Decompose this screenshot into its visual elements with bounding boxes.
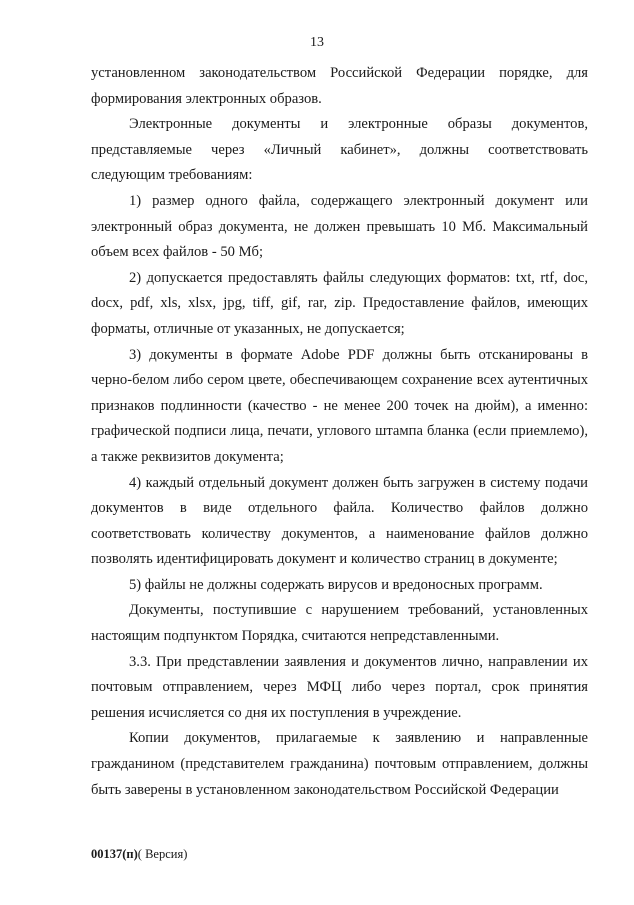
footer-document-code [91,847,187,862]
paragraph-requirement-2: 2) допускается предоставлять файлы следующих форматов: txt, rtf, doc, docx, pdf, xls, xlsx, jpg, tiff, gif, rar, zip. Предоставление файлов, имеющих форматы, отличные от указанных, не допускается; [91,269,588,337]
paragraph-requirement-3: 3) документы в формате Adobe PDF должны быть отсканированы в черно-белом либо сером цвете, обеспечивающем сохранение всех аутентичных признаков подлинности (качество - не менее 200 точек на дюйм), а именно: графической подписи лица, печати, углового штампа бланка (если приемлемо), а также реквизитов документа; [91,346,588,465]
footer-code: 00137(п) [91,847,138,861]
paragraph-requirement-4: 4) каждый отдельный документ должен быть загружен в систему подачи документов в виде отдельного файла. Количество файлов должно соответствовать количеству документов, а наименование файлов должно позволять идентифицировать документ и количество страниц в документе; [91,474,588,568]
paragraph-violations: Документы, поступившие с нарушением требований, установленных настоящим подпунктом Порядка, считаются непредставленными. [91,602,588,645]
paragraph-requirement-5: 5) файлы не должны содержать вирусов и вредоносных программ. [129,576,543,593]
document-body [91,61,588,803]
paragraph-section-3-3: 3.3. При представлении заявления и документов лично, направлении их почтовым отправлением, через МФЦ либо через портал, срок принятия решения исчисляется со дня их поступления в учреждение. [91,653,588,721]
paragraph-requirements-intro: Электронные документы и электронные образы документов, представляемые через «Личный кабинет», должны соответствовать следующим требованиям: [91,116,588,184]
page-number: 13 [310,35,324,50]
paragraph-copies: Копии документов, прилагаемые к заявлению и направленные гражданином (представителем гражданина) почтовым отправлением, должны быть заверены в установленном законодательством Российской Федерации [91,730,588,798]
paragraph-requirement-1: 1) размер одного файла, содержащего электронный документ или электронный образ документа, не должен превышать 10 Мб. Максимальный объем всех файлов - 50 Мб; [91,192,588,261]
footer-version: ( Версия) [137,847,188,861]
paragraph-continuation: установленном законодательством Российской Федерации порядке, для формирования электронных образов. [91,65,588,107]
